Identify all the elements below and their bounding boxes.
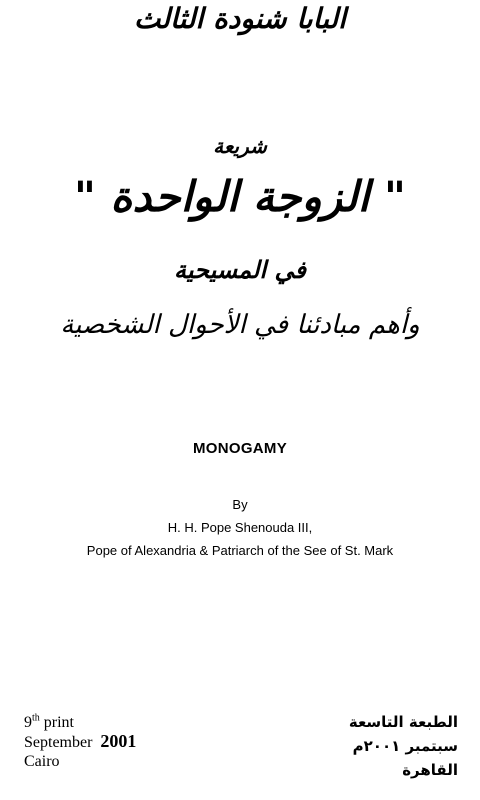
subtitle-arabic: وأهم مبادئنا في الأحوال الشخصية (60, 310, 420, 340)
imprint-arabic (349, 710, 458, 782)
print-suffix: th (32, 712, 40, 724)
by-label: By (232, 497, 248, 512)
book-title-english: MONOGAMY (192, 440, 288, 457)
print-month: September (24, 734, 93, 751)
edition-arabic: الطبعة التاسعة (348, 713, 458, 731)
author-title-english: Pope of Alexandria & Patriarch of the See of St. Mark (86, 543, 394, 558)
author-name-arabic: البابا شنودة الثالث (134, 2, 346, 35)
date-arabic: سبتمبر ٢٠٠١م (352, 737, 458, 755)
print-word: print (43, 714, 74, 731)
print-year: 2001 (100, 731, 137, 751)
city-arabic: القاهرة (402, 761, 458, 779)
imprint-english (24, 713, 136, 771)
in-christianity-arabic: في المسيحية (174, 256, 306, 284)
law-heading-arabic: شريعة (213, 134, 267, 158)
print-edition-line (24, 713, 136, 732)
print-city: Cairo (24, 753, 60, 770)
print-number: 9 (24, 714, 32, 731)
author-name-english: H. H. Pope Shenouda III, (167, 520, 313, 535)
book-title-arabic: " الزوجة الواحدة " (74, 172, 406, 221)
print-date-line (24, 732, 136, 752)
